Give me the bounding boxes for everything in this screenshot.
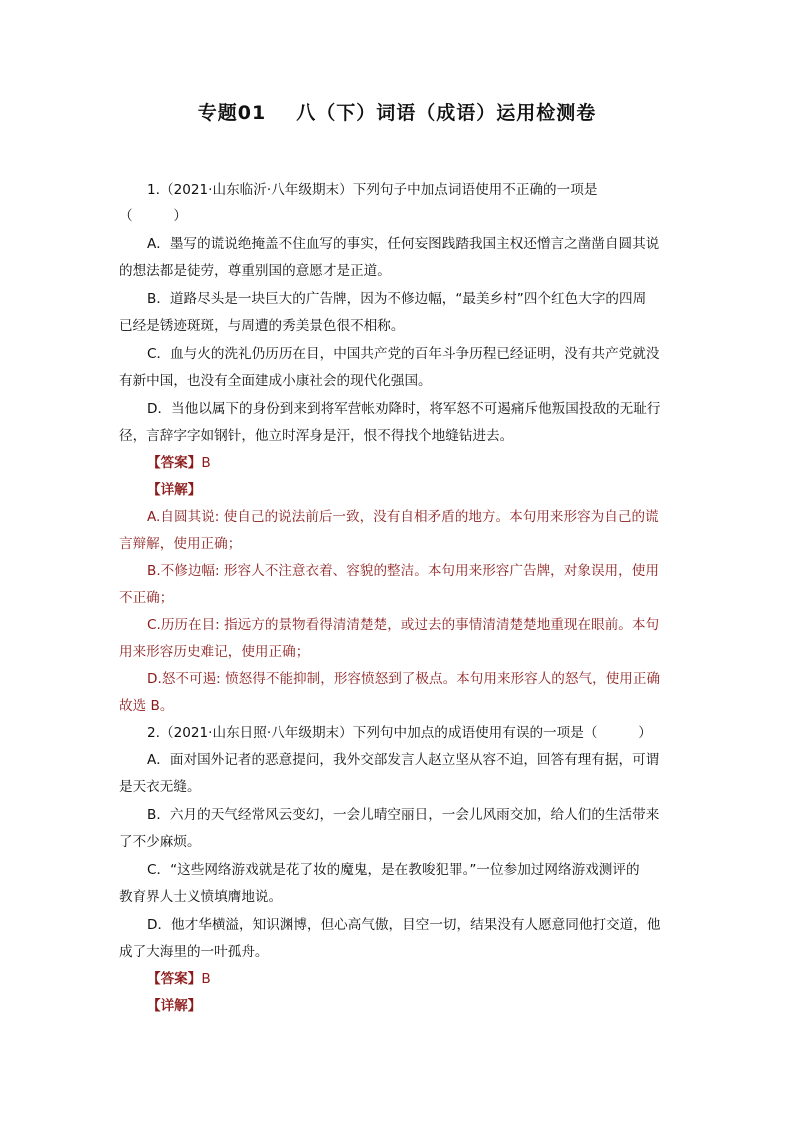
q2-detail-label: 【详解】	[147, 998, 202, 1014]
q1-stem-line1: 1.（2021·山东临沂·八年级期末）下列句子中加点词语使用不正确的一项是	[147, 182, 598, 198]
q1-option-b-line2: 已经是锈迹斑斑，与周遭的秀美景色很不相称。	[119, 318, 405, 334]
q2-option-c-line2: 教育界人士义愤填膺地说。	[119, 889, 283, 905]
q2-option-a-line1: A．面对国外记者的恶意提问，我外交部发言人赵立坚从容不迫，回答有理有据，可谓	[147, 752, 660, 768]
q2-option-c-line1: C．“这些网络游戏就是花了妆的魔鬼，是在教唆犯罪。”一位参加过网络游戏测评的	[147, 862, 640, 878]
q2-stem-line1: 2.（2021·山东日照·八年级期末）下列句中加点的成语使用有误的一项是（ ）	[147, 725, 652, 741]
q1-explain-d-line2: 故选 B。	[119, 698, 174, 714]
q1-explain-d-line1: D.怒不可遏: 愤怒得不能抑制，形容愤怒到了极点。本句用来形容人的怒气，使用正确	[147, 671, 661, 687]
q1-explain-a-line2: 言辩解，使用正确；	[119, 536, 242, 552]
q1-answer	[147, 453, 211, 473]
q1-explain-a-line1: A.自圆其说: 使自己的说法前后一致，没有自相矛盾的地方。本句用来形容为自己的谎	[147, 509, 659, 525]
q1-option-c-line2: 有新中国，也没有全面建成小康社会的现代化强国。	[119, 373, 432, 389]
q1-explain-c-line1: C.历历在目: 指远方的景物看得清清楚楚，或过去的事情清清楚楚地重现在眼前。本句	[147, 617, 660, 633]
q2-option-d-line2: 成了大海里的一叶孤舟。	[119, 944, 269, 960]
q1-option-d-line1: D．当他以属下的身份到来到将军营帐劝降时，将军怒不可遏痛斥他叛国投敌的无耻行	[147, 401, 661, 417]
q1-option-c-line1: C．血与火的洗礼仍历历在目，中国共产党的百年斗争历程已经证明，没有共产党就没	[147, 346, 660, 362]
q2-option-b-line1: B．六月的天气经常风云变幻，一会儿晴空丽日，一会儿风雨交加，给人们的生活带来	[147, 807, 660, 823]
q2-option-b-line2: 了不少麻烦。	[119, 834, 201, 850]
q2-answer-label: 【答案】	[147, 971, 202, 987]
q2-option-a-line2: 是天衣无缝。	[119, 779, 201, 795]
q1-option-d-line2: 径，言辞字字如钢针，他立时浑身是汗，恨不得找个地缝钻进去。	[119, 428, 514, 444]
q1-explain-b-line2: 不正确；	[119, 590, 174, 606]
q2-answer-value: B	[201, 971, 211, 987]
q2-answer	[147, 969, 211, 989]
q1-option-b-line1: B．道路尽头是一块巨大的广告牌，因为不修边幅，“最美乡村”四个红色大字的四周	[147, 291, 647, 307]
q1-answer-label: 【答案】	[147, 455, 202, 471]
page-title	[0, 98, 794, 125]
q1-stem-line2: （ ）	[119, 208, 187, 224]
q1-detail-label: 【详解】	[147, 482, 202, 498]
q1-option-a-line1: A．墨写的谎说绝掩盖不住血写的事实，任何妄图践踏我国主权还憎言之凿凿自圆其说	[147, 236, 660, 252]
title-number: 专题01	[197, 102, 267, 124]
title-text: 八（下）词语（成语）运用检测卷	[296, 102, 597, 124]
q1-option-a-line2: 的想法都是徒劳，尊重别国的意愿才是正道。	[119, 263, 391, 279]
q2-option-d-line1: D．他才华横溢，知识渊博，但心高气傲，目空一切，结果没有人愿意同他打交道，他	[147, 917, 661, 933]
q1-explain-c-line2: 用来形容历史难记，使用正确；	[119, 644, 310, 660]
q1-explain-b-line1: B.不修边幅: 形容人不注意衣着、容貌的整洁。本句用来形容广告牌，对象误用，使用	[147, 563, 659, 579]
q1-answer-value: B	[201, 455, 211, 471]
